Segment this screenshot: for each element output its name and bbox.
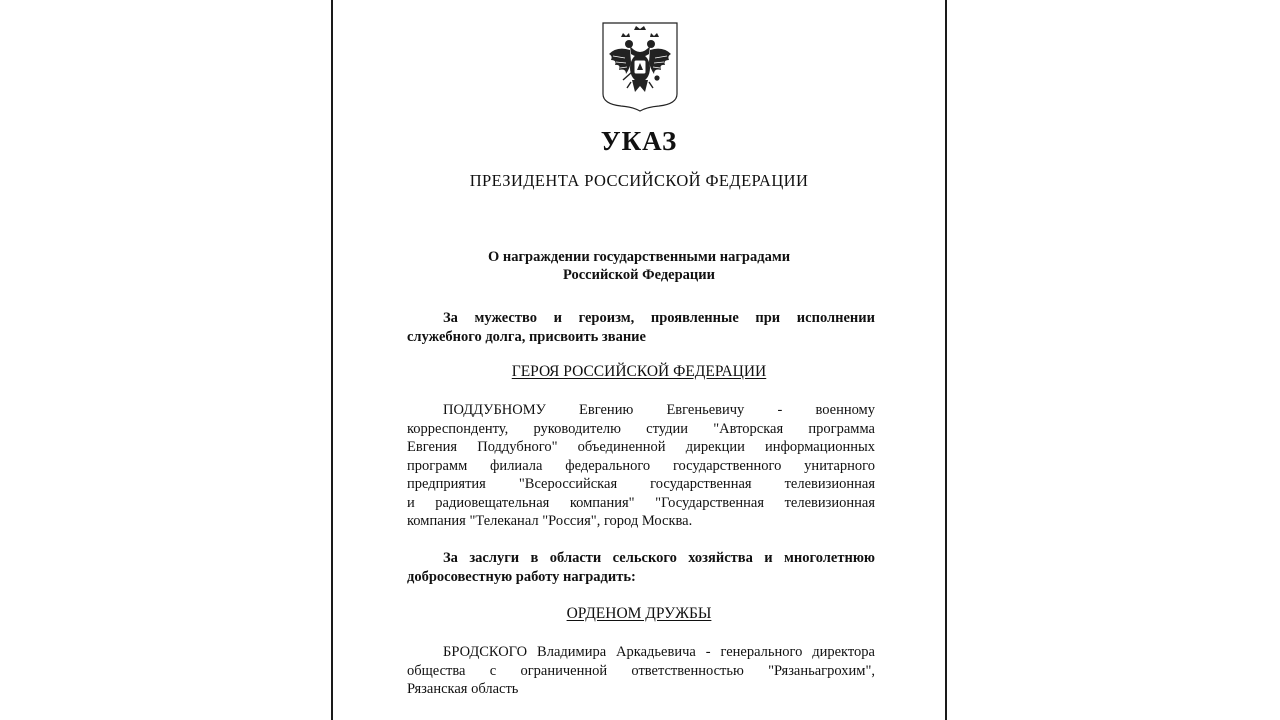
section2-intro-line: За заслуги в области сельского хозяйства и многолетнюю	[443, 550, 875, 566]
decree-subject	[333, 248, 945, 284]
document-page	[331, 0, 947, 720]
section1-recipient	[407, 401, 875, 531]
recipient-line: ПОДДУБНОМУ Евгению Евгеньевичу - военному	[443, 402, 875, 418]
section2-intro-line: добросовестную работу наградить:	[407, 568, 636, 585]
recipient-line: БРОДСКОГО Владимира Аркадьевича - генерального директора	[443, 644, 875, 660]
recipient-line: программ филиала федерального государственного унитарного	[407, 457, 875, 474]
document-issuer: ПРЕЗИДЕНТА РОССИЙСКОЙ ФЕДЕРАЦИИ	[469, 171, 809, 190]
recipient-line: Евгения Поддубного" объединенной дирекции информационных	[407, 439, 875, 455]
recipient-line: корреспонденту, руководителю студии "Авторская программа	[407, 420, 875, 437]
section1-award-title: ГЕРОЯ РОССИЙСКОЙ ФЕДЕРАЦИИ	[511, 363, 767, 380]
section2-recipient	[407, 643, 875, 699]
document-type-title: УКАЗ	[600, 126, 678, 156]
recipient-line: компания "Телеканал "Россия", город Москва.	[407, 513, 693, 529]
coat-of-arms-icon	[599, 20, 681, 112]
recipient-line: предприятия "Всероссийская государственная телевизионная	[407, 476, 875, 492]
recipient-line: и радиовещательная компания" "Государственная телевизионная	[407, 494, 875, 511]
recipient-line: Рязанская область	[407, 681, 519, 697]
section2-award-title: ОРДЕНОМ ДРУЖБЫ	[566, 605, 712, 622]
section1-intro-line: За мужество и героизм, проявленные при исполнении	[443, 310, 875, 326]
subject-line: Российской Федерации	[562, 267, 715, 283]
section1-intro-line: служебного долга, присвоить звание	[407, 328, 646, 345]
recipient-line: общества с ограниченной ответственностью "Рязаньагрохим",	[407, 662, 875, 679]
subject-line: О награждении государственными наградами	[487, 249, 791, 265]
section2-intro	[407, 549, 875, 586]
section1-intro	[407, 309, 875, 346]
